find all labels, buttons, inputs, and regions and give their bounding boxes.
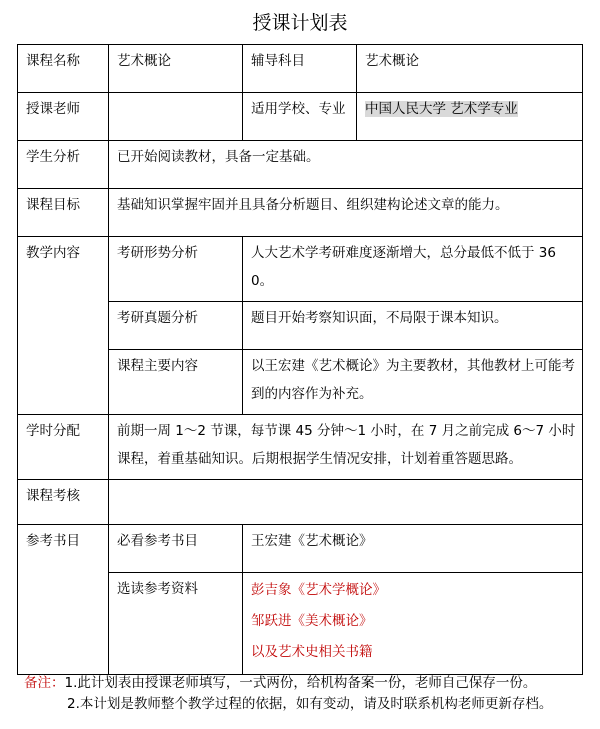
- course-name-value[interactable]: 艺术概论: [109, 45, 243, 93]
- page-title: 授课计划表: [252, 12, 348, 34]
- optional-book-item: 以及艺术史相关书籍: [251, 644, 373, 660]
- teacher-value[interactable]: [109, 93, 243, 141]
- required-books-label: 必看参考书目: [109, 525, 243, 573]
- exam-questions-label: 考研真题分析: [109, 302, 243, 350]
- course-name-label: 课程名称: [18, 45, 109, 93]
- table-row: [18, 525, 583, 573]
- table-row: [18, 141, 583, 189]
- table-row: [18, 415, 583, 480]
- table-row: [18, 45, 583, 93]
- references-label: 参考书目: [18, 525, 109, 675]
- optional-books-label: 选读参考资料: [109, 573, 243, 675]
- exam-situation-label: 考研形势分析: [109, 237, 243, 302]
- table-row: [18, 93, 583, 141]
- table-row: [18, 480, 583, 525]
- optional-books-value[interactable]: [243, 573, 583, 675]
- table-row: [18, 189, 583, 237]
- teaching-content-label: 教学内容: [18, 237, 109, 415]
- tutor-subject-label: 辅导科目: [243, 45, 357, 93]
- assessment-value[interactable]: [109, 480, 583, 525]
- school-major-text: 中国人民大学 艺术学专业: [365, 101, 518, 117]
- course-goal-value[interactable]: 基础知识掌握牢固并且具备分析题目、组织建构论述文章的能力。: [109, 189, 583, 237]
- school-major-value[interactable]: [357, 93, 583, 141]
- optional-book-item: 邹跃进《美术概论》: [251, 613, 373, 629]
- course-goal-label: 课程目标: [18, 189, 109, 237]
- plan-table: [17, 44, 583, 675]
- teacher-label: 授课老师: [18, 93, 109, 141]
- notes-line-1: [24, 673, 594, 694]
- school-major-label: 适用学校、专业: [243, 93, 357, 141]
- required-books-value[interactable]: 王宏建《艺术概论》: [243, 525, 583, 573]
- student-analysis-label: 学生分析: [18, 141, 109, 189]
- time-allocation-value[interactable]: 前期一周 1～2 节课，每节课 45 分钟～1 小时，在 7 月之前完成 6～7 小时课程，着重基础知识。后期根据学生情况安排，计划着重答题思路。: [109, 415, 583, 480]
- assessment-label: 课程考核: [18, 480, 109, 525]
- student-analysis-value[interactable]: 已开始阅读教材，具备一定基础。: [109, 141, 583, 189]
- time-allocation-label: 学时分配: [18, 415, 109, 480]
- exam-situation-value[interactable]: 人大艺术学考研难度逐渐增大，总分最低不低于 360。: [243, 237, 583, 302]
- table-row: [18, 237, 583, 302]
- notes-text-1: 1.此计划表由授课老师填写，一式两份，给机构备案一份，老师自己保存一份。: [64, 675, 537, 691]
- optional-book-item: 彭吉象《艺术学概论》: [251, 582, 386, 598]
- notes-label: 备注：: [24, 675, 65, 691]
- main-content-value[interactable]: 以王宏建《艺术概论》为主要教材，其他教材上可能考到的内容作为补充。: [243, 350, 583, 415]
- main-content-label: 课程主要内容: [109, 350, 243, 415]
- exam-questions-value[interactable]: 题目开始考察知识面，不局限于课本知识。: [243, 302, 583, 350]
- notes-line-2: 2.本计划是教师整个教学过程的依据，如有变动，请及时联系机构老师更新存档。: [67, 696, 553, 712]
- tutor-subject-value[interactable]: 艺术概论: [357, 45, 583, 93]
- notes: [24, 673, 594, 715]
